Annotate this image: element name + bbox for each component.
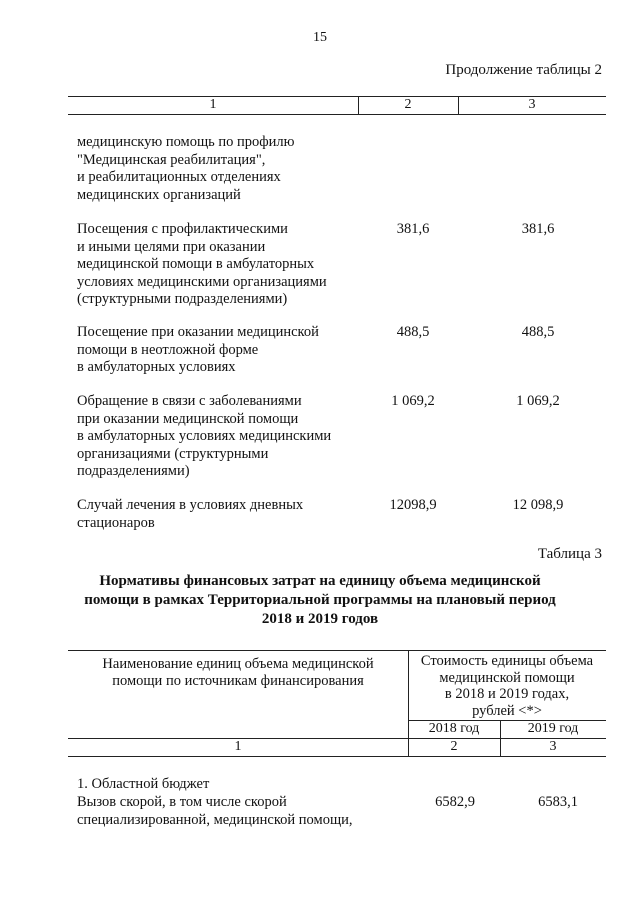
table2-row-line: помощи в неотложной форме bbox=[77, 341, 259, 358]
table2-row-line: медицинскую помощь по профилю bbox=[77, 134, 295, 150]
table2-row-line: Посещение при оказании медицинской bbox=[77, 324, 319, 340]
table3-header-cost-line: медицинской помощи bbox=[439, 669, 575, 686]
table3-label: Таблица 3 bbox=[537, 546, 602, 562]
table2-value-2018: 488,5 bbox=[396, 324, 430, 340]
table3-year-2019: 2019 год bbox=[527, 721, 579, 736]
table3-colnum-1: 1 bbox=[234, 739, 242, 754]
table3-header-cost-line: Стоимость единицы объема bbox=[420, 653, 594, 669]
table3-top-rule bbox=[68, 650, 606, 651]
table3-row-label bbox=[77, 794, 353, 829]
table3-title-line: Нормативы финансовых затрат на единицу объема медицинской bbox=[99, 573, 541, 589]
table3-row-line: Вызов скорой, в том числе скорой bbox=[77, 794, 287, 810]
table3-colnum-3: 3 bbox=[549, 739, 557, 754]
table3-header-cost-line: в 2018 и 2019 годах, bbox=[444, 686, 570, 702]
table2-row-label bbox=[77, 134, 295, 204]
table2-row-line: при оказании медицинской помощи bbox=[77, 410, 299, 427]
table3-header-name-line: Наименование единиц объема медицинской bbox=[102, 656, 374, 672]
table2-row-label bbox=[77, 393, 331, 481]
table2-value-2019: 381,6 bbox=[521, 221, 555, 237]
table3-title bbox=[80, 572, 560, 629]
table2-row-label bbox=[77, 324, 319, 377]
table3-colnum-2: 2 bbox=[450, 739, 458, 754]
table2-row-label bbox=[77, 221, 327, 309]
continuation-label: Продолжение таблицы 2 bbox=[445, 62, 602, 78]
table2-row-line: медицинских организаций bbox=[77, 186, 241, 203]
table3-header-name bbox=[68, 656, 408, 689]
table2-value-2019: 1 069,2 bbox=[516, 393, 560, 409]
table2-header-bottom-rule bbox=[68, 114, 606, 115]
page-number: 15 bbox=[313, 30, 327, 45]
table2-row-label bbox=[77, 497, 303, 532]
table2-row-line: подразделениями) bbox=[77, 463, 190, 479]
table2-row-line: Случай лечения в условиях дневных bbox=[77, 497, 304, 513]
table2-row-line: в амбулаторных условиях bbox=[77, 359, 236, 375]
table2-row-line: (структурными подразделениями) bbox=[77, 291, 288, 307]
table2-value-2018: 381,6 bbox=[396, 221, 430, 237]
table2-value-2019: 12 098,9 bbox=[512, 497, 564, 513]
table2-value-2018: 12098,9 bbox=[389, 497, 437, 513]
table2-colnum-3: 3 bbox=[528, 97, 536, 112]
table2-value-2019: 488,5 bbox=[521, 324, 555, 340]
table3-title-line: 2018 и 2019 годов bbox=[261, 611, 379, 627]
table3-value-2019: 6583,1 bbox=[538, 794, 578, 810]
table2-value-2018: 1 069,2 bbox=[391, 393, 435, 409]
table2-row-line: Посещения с профилактическими bbox=[77, 221, 288, 237]
table2-row-line: медицинской помощи в амбулаторных bbox=[77, 256, 315, 272]
table2-row-line: в амбулаторных условиях медицинскими bbox=[77, 428, 332, 444]
table2-row-line: и реабилитационных отделениях bbox=[77, 169, 281, 185]
table3-value-2018: 6582,9 bbox=[435, 794, 475, 810]
table2-colnum-2: 2 bbox=[404, 97, 412, 112]
table2-row-line: стационаров bbox=[77, 514, 155, 531]
table3-header-name-line: помощи по источникам финансирования bbox=[112, 672, 364, 689]
table3-header-cost-line: рублей <*> bbox=[472, 702, 542, 719]
table3-row-line: специализированной, медицинской помощи, bbox=[77, 811, 353, 828]
table2-colnum-1: 1 bbox=[209, 97, 217, 112]
table3-year-2018: 2018 год bbox=[428, 721, 480, 736]
table2-row-line: "Медицинская реабилитация", bbox=[77, 151, 266, 168]
table3-header-bottom-rule bbox=[68, 756, 606, 757]
table2-row-line: и иными целями при оказании bbox=[77, 238, 266, 255]
table3-header-cost bbox=[408, 653, 606, 719]
table2-row-line: Обращение в связи с заболеваниями bbox=[77, 393, 302, 409]
table3-title-line: помощи в рамках Территориальной программы на плановый период bbox=[84, 592, 556, 608]
table2-row-line: условиях медицинскими организациями bbox=[77, 273, 327, 290]
table3-section-title: 1. Областной бюджет bbox=[77, 776, 210, 792]
table2-row-line: организациями (структурными bbox=[77, 445, 269, 462]
